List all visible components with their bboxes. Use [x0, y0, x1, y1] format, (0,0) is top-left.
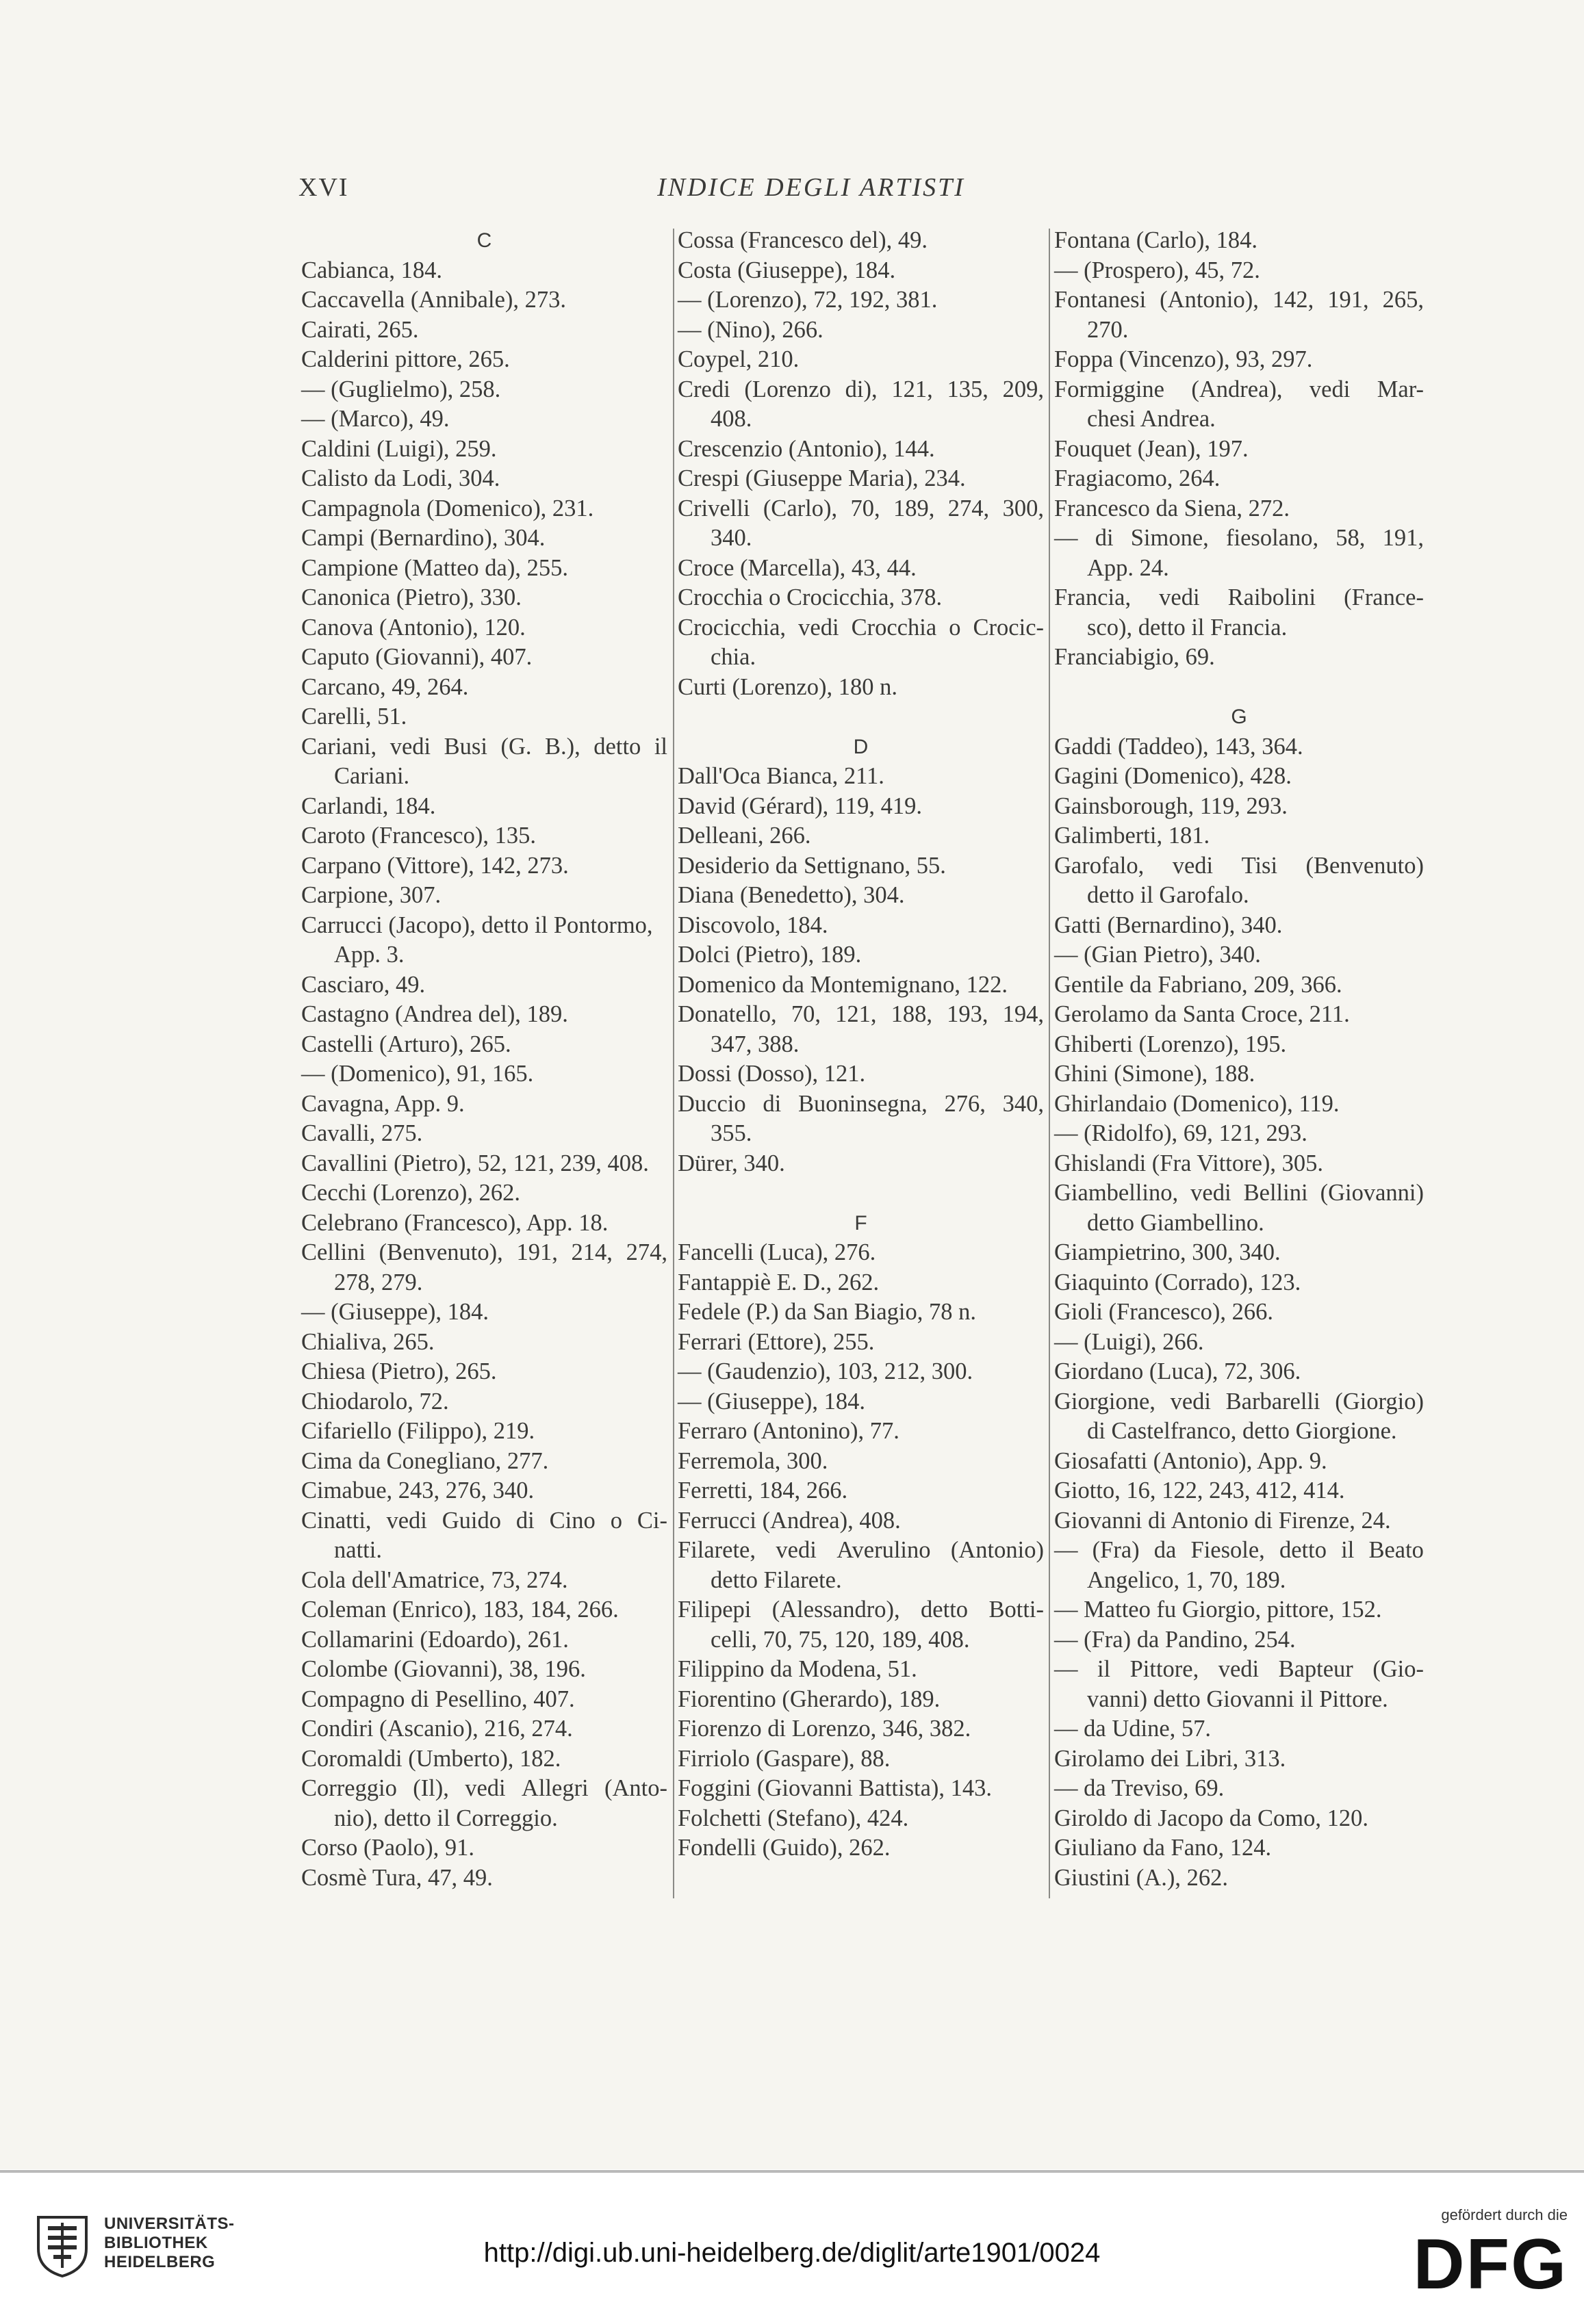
- index-entry: Cinatti, vedi Guido di Cino o Ci-: [301, 1507, 667, 1534]
- index-entry-continuation: Cariani.: [334, 763, 410, 789]
- index-entry-continuation: chesi Andrea.: [1087, 406, 1216, 432]
- index-entry: — (Giuseppe), 184.: [678, 1388, 866, 1415]
- footer-divider: [0, 2170, 1584, 2173]
- index-entry: Francesco da Siena, 272.: [1054, 495, 1290, 521]
- index-entry: Formiggine (Andrea), vedi Mar-: [1054, 376, 1424, 402]
- index-entry: Giroldo di Jacopo da Como, 120.: [1054, 1805, 1368, 1831]
- index-entry: Giambellino, vedi Bellini (Giovanni): [1054, 1180, 1424, 1206]
- index-entry: David (Gérard), 119, 419.: [678, 792, 923, 819]
- index-entry-continuation: celli, 70, 75, 120, 189, 408.: [711, 1626, 970, 1653]
- index-entry: Cossa (Francesco del), 49.: [678, 227, 928, 253]
- index-entry: Galimberti, 181.: [1054, 823, 1210, 849]
- index-entry-continuation: di Castelfranco, detto Giorgione.: [1087, 1418, 1397, 1444]
- index-entry: Gioli (Francesco), 266.: [1054, 1299, 1274, 1325]
- index-entry: Ferrari (Ettore), 255.: [678, 1328, 875, 1355]
- index-entry: Crocicchia, vedi Crocchia o Crocic-: [678, 614, 1044, 641]
- index-entry: Ferrucci (Andrea), 408.: [678, 1507, 901, 1534]
- column-divider: [1049, 229, 1050, 1898]
- index-entry: Gentile da Fabriano, 209, 366.: [1054, 971, 1342, 998]
- index-column-1: [301, 226, 667, 1893]
- funder-note: gefördert durch die: [1441, 2206, 1568, 2223]
- index-entry: — (Prospero), 45, 72.: [1054, 257, 1260, 283]
- index-entry: Fantappiè E. D., 262.: [678, 1269, 880, 1295]
- index-entry: Gerolamo da Santa Croce, 211.: [1054, 1001, 1350, 1027]
- index-entry: Condiri (Ascanio), 216, 274.: [301, 1716, 573, 1742]
- index-entry-continuation: 340.: [711, 525, 752, 551]
- index-entry: Corso (Paolo), 91.: [301, 1835, 474, 1861]
- index-entry: Filippino da Modena, 51.: [678, 1656, 917, 1682]
- library-line: BIBLIOTHEK: [104, 2234, 208, 2252]
- index-entry: Giustini (A.), 262.: [1054, 1864, 1228, 1891]
- index-entry: Cimabue, 243, 276, 340.: [301, 1477, 535, 1503]
- index-entry: Foggini (Giovanni Battista), 143.: [678, 1775, 993, 1801]
- index-entry: Coromaldi (Umberto), 182.: [301, 1745, 561, 1772]
- index-entry: Curti (Lorenzo), 180 n.: [678, 673, 897, 700]
- index-entry-continuation: detto Filarete.: [711, 1566, 842, 1593]
- index-entry: Campi (Bernardino), 304.: [301, 525, 546, 551]
- page-title: INDICE DEGLI ARTISTI: [657, 173, 965, 202]
- index-entry: Dürer, 340.: [678, 1150, 785, 1176]
- index-entry: Crocchia o Crocicchia, 378.: [678, 584, 943, 610]
- funder-block[interactable]: [1390, 2206, 1568, 2309]
- index-entry: Correggio (Il), vedi Allegri (Anto-: [301, 1775, 667, 1801]
- letter-heading: D: [853, 735, 869, 758]
- index-entry-continuation: 347, 388.: [711, 1031, 800, 1057]
- index-entry: Fondelli (Guido), 262.: [678, 1835, 891, 1861]
- index-entry: Compagno di Pesellino, 407.: [301, 1686, 575, 1712]
- index-entry: Girolamo dei Libri, 313.: [1054, 1745, 1286, 1772]
- index-entry: Desiderio da Settignano, 55.: [678, 852, 946, 879]
- index-entry: — (Guglielmo), 258.: [301, 376, 501, 402]
- index-entry: Fedele (P.) da San Biagio, 78 n.: [678, 1299, 976, 1325]
- index-entry: Fouquet (Jean), 197.: [1054, 435, 1249, 462]
- index-entry: Calisto da Lodi, 304.: [301, 465, 500, 491]
- index-entry: Ghiberti (Lorenzo), 195.: [1054, 1031, 1287, 1057]
- index-entry-continuation: 270.: [1087, 316, 1129, 343]
- index-entry: Giaquinto (Corrado), 123.: [1054, 1269, 1301, 1295]
- index-entry: — (Lorenzo), 72, 192, 381.: [678, 287, 938, 313]
- index-entry: Croce (Marcella), 43, 44.: [678, 554, 917, 581]
- index-entry: Costa (Giuseppe), 184.: [678, 257, 896, 283]
- index-entry: — da Udine, 57.: [1054, 1716, 1212, 1742]
- index-entry: Caputo (Giovanni), 407.: [301, 644, 533, 670]
- index-entry: Ghislandi (Fra Vittore), 305.: [1054, 1150, 1324, 1176]
- index-entry: Francia, vedi Raibolini (France-: [1054, 584, 1424, 610]
- index-entry: Crivelli (Carlo), 70, 189, 274, 300,: [678, 495, 1044, 521]
- index-entry: Filipepi (Alessandro), detto Botti-: [678, 1597, 1044, 1623]
- index-column-3: [1054, 226, 1424, 1893]
- index-entry: Coypel, 210.: [678, 346, 800, 372]
- index-entry: Cosmè Tura, 47, 49.: [301, 1864, 493, 1891]
- index-entry: Crescenzio (Antonio), 144.: [678, 435, 935, 462]
- index-entry: Castagno (Andrea del), 189.: [301, 1001, 568, 1027]
- index-entry-continuation: nio), detto il Correggio.: [334, 1805, 558, 1831]
- index-entry: Cabianca, 184.: [301, 257, 442, 283]
- index-entry: Caldini (Luigi), 259.: [301, 435, 497, 462]
- index-entry: Canova (Antonio), 120.: [301, 614, 526, 641]
- index-entry: Cecchi (Lorenzo), 262.: [301, 1180, 520, 1206]
- index-entry: — Matteo fu Giorgio, pittore, 152.: [1054, 1597, 1382, 1623]
- index-entry: Casciaro, 49.: [301, 971, 426, 998]
- index-entry-continuation: App. 3.: [334, 942, 405, 968]
- index-entry: Gaddi (Taddeo), 143, 364.: [1054, 733, 1303, 760]
- index-entry: Foppa (Vincenzo), 93, 297.: [1054, 346, 1313, 372]
- index-entry: Caroto (Francesco), 135.: [301, 823, 536, 849]
- index-entry: Carrucci (Jacopo), detto il Pontormo,: [301, 912, 653, 938]
- index-entry: Cavagna, App. 9.: [301, 1090, 465, 1117]
- index-entry: Cavalli, 275.: [301, 1120, 423, 1146]
- index-entry-continuation: detto il Garofalo.: [1087, 882, 1249, 908]
- index-entry-continuation: 408.: [711, 406, 752, 432]
- index-entry: Giuliano da Fano, 124.: [1054, 1835, 1272, 1861]
- index-entry: Giordano (Luca), 72, 306.: [1054, 1358, 1301, 1384]
- index-entry: Cima da Conegliano, 277.: [301, 1447, 549, 1474]
- index-entry: Chiodarolo, 72.: [301, 1388, 449, 1415]
- index-entry: Fragiacomo, 264.: [1054, 465, 1221, 491]
- index-entry: Discovolo, 184.: [678, 912, 828, 938]
- index-entry: — di Simone, fiesolano, 58, 191,: [1054, 525, 1424, 551]
- letter-heading: G: [1231, 706, 1247, 728]
- index-entry: — (Nino), 266.: [678, 316, 823, 343]
- index-entry: Diana (Benedetto), 304.: [678, 882, 905, 908]
- index-entry-continuation: sco), detto il Francia.: [1087, 614, 1288, 641]
- index-entry: — (Fra) da Pandino, 254.: [1054, 1626, 1296, 1653]
- index-entry: Cellini (Benvenuto), 191, 214, 274,: [301, 1239, 667, 1265]
- index-entry: — (Marco), 49.: [301, 406, 450, 432]
- index-entry: — (Domenico), 91, 165.: [301, 1061, 534, 1087]
- index-entry: Fiorentino (Gherardo), 189.: [678, 1686, 941, 1712]
- index-entry: Firriolo (Gaspare), 88.: [678, 1745, 891, 1772]
- library-line: UNIVERSITÄTS-: [104, 2215, 235, 2233]
- index-entry: Cifariello (Filippo), 219.: [301, 1418, 535, 1444]
- index-entry: Domenico da Montemignano, 122.: [678, 971, 1008, 998]
- index-entry-continuation: App. 24.: [1087, 554, 1169, 581]
- index-entry: — (Gaudenzio), 103, 212, 300.: [678, 1358, 973, 1384]
- index-entry: Chiesa (Pietro), 265.: [301, 1358, 497, 1384]
- index-entry: Carlandi, 184.: [301, 792, 436, 819]
- letter-heading: C: [476, 229, 492, 252]
- index-entry: Folchetti (Stefano), 424.: [678, 1805, 909, 1831]
- index-entry: Giovanni di Antonio di Firenze, 24.: [1054, 1507, 1391, 1534]
- index-entry: Coleman (Enrico), 183, 184, 266.: [301, 1597, 619, 1623]
- index-entry-continuation: vanni) detto Giovanni il Pittore.: [1087, 1686, 1388, 1712]
- index-entry-continuation: chia.: [711, 644, 756, 670]
- index-entry: Cariani, vedi Busi (G. B.), detto il: [301, 733, 667, 760]
- index-entry: Campione (Matteo da), 255.: [301, 554, 568, 581]
- running-head: [298, 172, 1324, 214]
- index-entry: Crespi (Giuseppe Maria), 234.: [678, 465, 966, 491]
- index-entry: Franciabigio, 69.: [1054, 644, 1215, 670]
- index-entry: Gagini (Domenico), 428.: [1054, 763, 1292, 789]
- index-entry: Colombe (Giovanni), 38, 196.: [301, 1656, 586, 1682]
- index-entry: Dolci (Pietro), 189.: [678, 942, 862, 968]
- index-entry-continuation: natti.: [334, 1537, 382, 1563]
- page-number: XVI: [298, 173, 349, 202]
- index-entry: — (Gian Pietro), 340.: [1054, 942, 1261, 968]
- index-entry: Duccio di Buoninsegna, 276, 340,: [678, 1090, 1044, 1117]
- index-entry: Fontanesi (Antonio), 142, 191, 265,: [1054, 287, 1424, 313]
- index-entry: Chialiva, 265.: [301, 1328, 435, 1355]
- index-entry: Cola dell'Amatrice, 73, 274.: [301, 1566, 568, 1593]
- index-entry: Giampietrino, 300, 340.: [1054, 1239, 1281, 1265]
- index-entry-continuation: Angelico, 1, 70, 189.: [1087, 1566, 1286, 1593]
- index-entry: — il Pittore, vedi Bapteur (Gio-: [1054, 1656, 1424, 1682]
- index-entry: Collamarini (Edoardo), 261.: [301, 1626, 569, 1653]
- letter-heading: F: [854, 1211, 867, 1235]
- index-entry: Cairati, 265.: [301, 316, 419, 343]
- index-entry: Carelli, 51.: [301, 703, 407, 730]
- index-entry: Canonica (Pietro), 330.: [301, 584, 522, 610]
- index-entry: Carpano (Vittore), 142, 273.: [301, 852, 569, 879]
- index-entry: Donatello, 70, 121, 188, 193, 194,: [678, 1001, 1044, 1027]
- index-entry: — da Treviso, 69.: [1054, 1775, 1225, 1801]
- index-entry-continuation: 278, 279.: [334, 1269, 423, 1295]
- index-entry: Dossi (Dosso), 121.: [678, 1061, 866, 1087]
- index-entry: Garofalo, vedi Tisi (Benvenuto): [1054, 852, 1424, 879]
- dfg-logo: DFG: [1413, 2225, 1568, 2304]
- index-entry: Ferretti, 184, 266.: [678, 1477, 848, 1503]
- index-entry: — (Giuseppe), 184.: [301, 1299, 489, 1325]
- column-divider: [673, 229, 674, 1898]
- library-line: HEIDELBERG: [104, 2253, 216, 2271]
- index-column-2: [678, 226, 1044, 1863]
- index-entry: Castelli (Arturo), 265.: [301, 1031, 511, 1057]
- index-entry: Ferraro (Antonino), 77.: [678, 1418, 899, 1444]
- index-entry: Calderini pittore, 265.: [301, 346, 510, 372]
- index-entry: Filarete, vedi Averulino (Antonio): [678, 1537, 1044, 1563]
- index-entry: — (Fra) da Fiesole, detto il Beato: [1054, 1537, 1424, 1563]
- index-entry-continuation: detto Giambellino.: [1087, 1209, 1264, 1236]
- index-entry: Celebrano (Francesco), App. 18.: [301, 1209, 609, 1236]
- index-entry: Carcano, 49, 264.: [301, 673, 469, 700]
- index-entry: — (Ridolfo), 69, 121, 293.: [1054, 1120, 1307, 1146]
- index-entry: Delleani, 266.: [678, 823, 811, 849]
- index-entry: Credi (Lorenzo di), 121, 135, 209,: [678, 376, 1044, 402]
- index-entry: Cavallini (Pietro), 52, 121, 239, 408.: [301, 1150, 649, 1176]
- index-entry: Giorgione, vedi Barbarelli (Giorgio): [1054, 1388, 1424, 1415]
- index-entry: Giotto, 16, 122, 243, 412, 414.: [1054, 1477, 1345, 1503]
- index-entry: Gatti (Bernardino), 340.: [1054, 912, 1283, 938]
- index-entry: Dall'Oca Bianca, 211.: [678, 763, 884, 789]
- index-entry: Campagnola (Domenico), 231.: [301, 495, 594, 521]
- index-entry: Fancelli (Luca), 276.: [678, 1239, 876, 1265]
- index-entry-continuation: 355.: [711, 1120, 752, 1146]
- index-entry: Caccavella (Annibale), 273.: [301, 287, 566, 313]
- index-entry: Ghini (Simone), 188.: [1054, 1061, 1255, 1087]
- permalink-url[interactable]: http://digi.ub.uni-heidelberg.de/diglit/arte1901/0024: [483, 2238, 1101, 2268]
- index-entry: Ghirlandaio (Domenico), 119.: [1054, 1090, 1340, 1117]
- index-entry: Fiorenzo di Lorenzo, 346, 382.: [678, 1716, 971, 1742]
- index-entry: Gainsborough, 119, 293.: [1054, 792, 1288, 819]
- index-entry: — (Luigi), 266.: [1054, 1328, 1204, 1355]
- index-entry: Ferremola, 300.: [678, 1447, 828, 1474]
- index-entry: Fontana (Carlo), 184.: [1054, 227, 1258, 253]
- index-entry: Carpione, 307.: [301, 882, 442, 908]
- index-entry: Giosafatti (Antonio), App. 9.: [1054, 1447, 1327, 1474]
